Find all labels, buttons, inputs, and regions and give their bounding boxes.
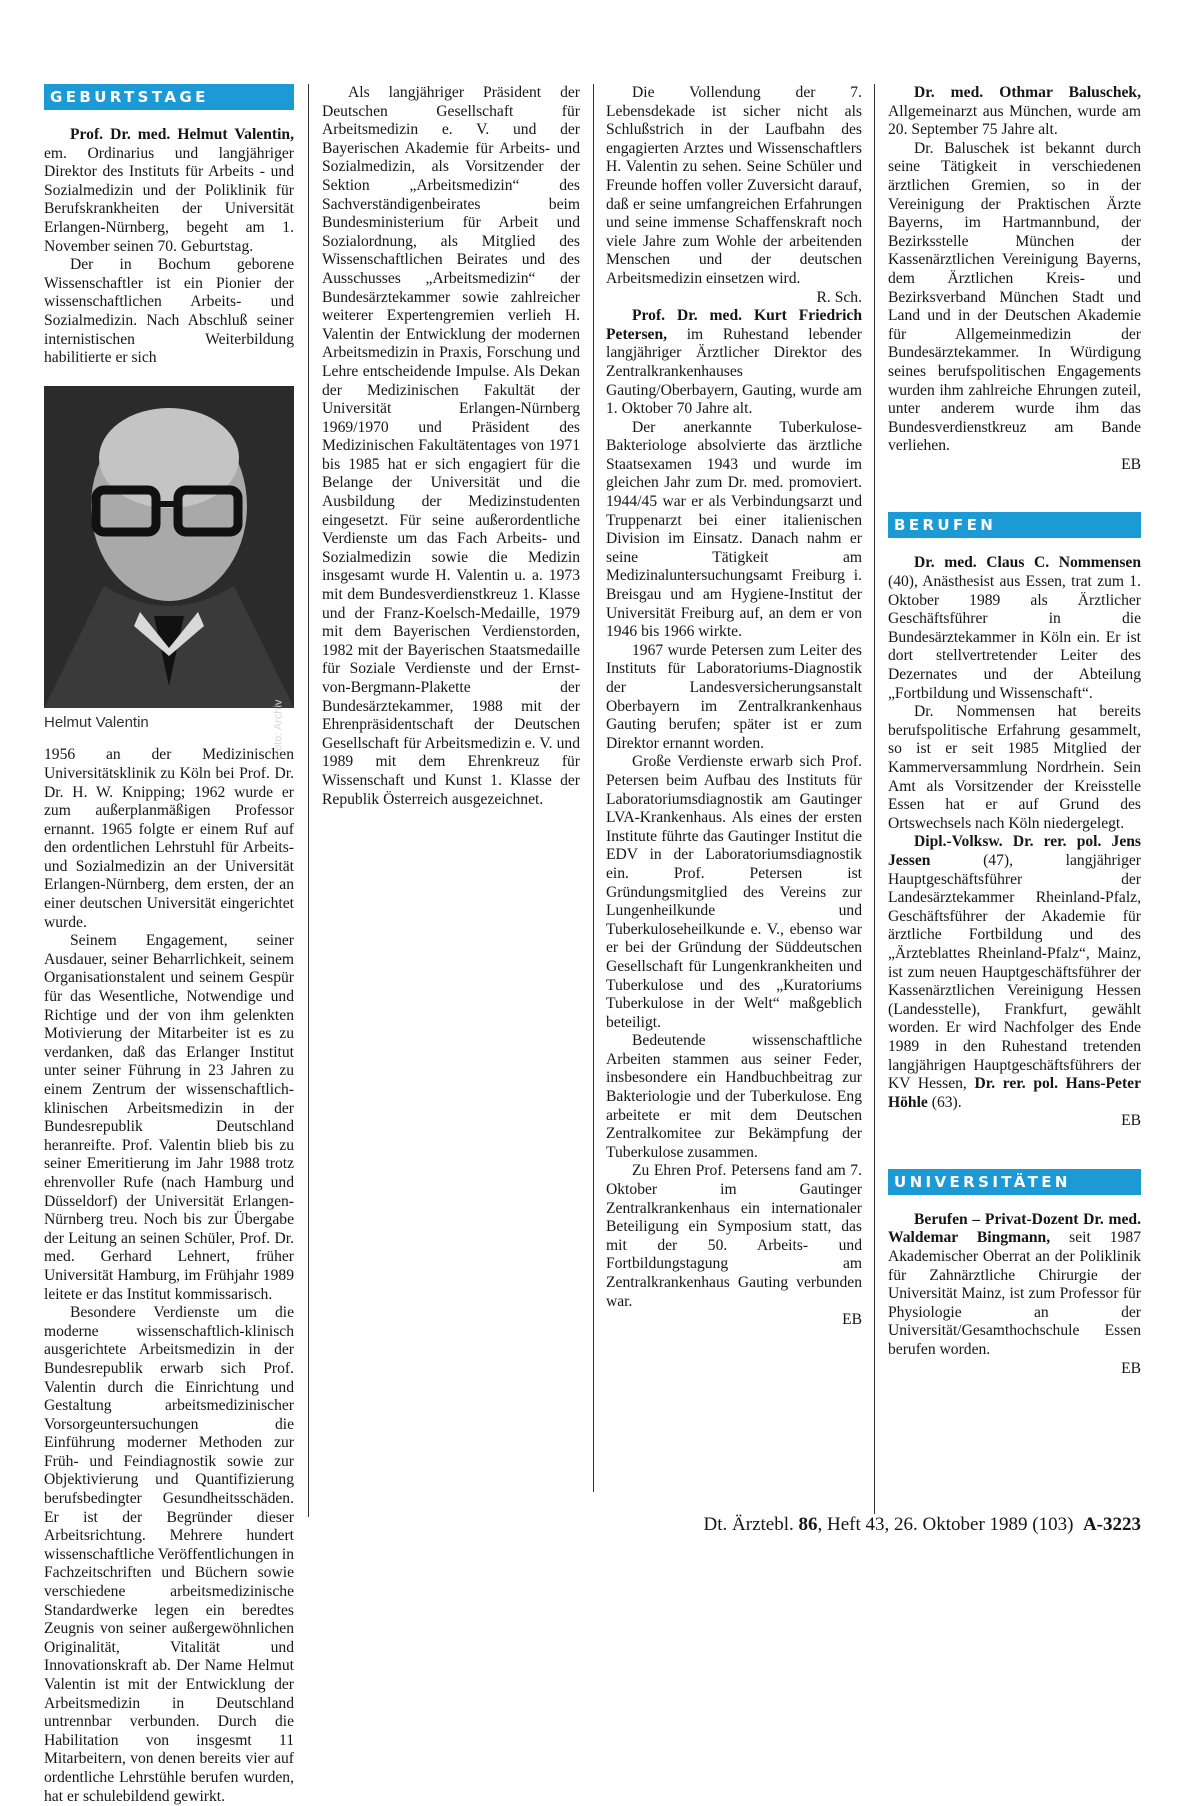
paragraph: Dr. Nommensen hat bereits berufspolitische Erfahrung gesammelt, so ist er seit 1985 Mitglied der Kammerversammlung Nordrhein. Sein Amt als Vorsitzender der Kreisstelle Essen hat er auf Grund des Ortswechsels nach Köln niedergelegt. [888, 703, 1141, 832]
person-name: Dr. rer. pol. Hans-Peter Höhle [888, 1075, 1141, 1111]
photo-credit: Foto: Archiv [272, 699, 285, 758]
petersen-intro [606, 307, 862, 419]
paragraph: Dr. Baluschek ist bekannt durch seine Tätigkeit in verschiedenen ärztlichen Gremien, so in der Vereinigung der Praktischen Ärzte Bayerns, im Hartmannbund, der Bezirksstelle München der Kassenärztlichen Vereinigung Bayerns, dem Ärztlichen Kreis- und Bezirksverband München Stadt und Land und in der Deutschen Akademie für Allgemeinmedizin der Bundesärztekammer. In Würdigung seines berufspolitischen Engagements wurden ihm zahlreiche Ehrungen zuteil, unter anderem wurde ihm das Bundesverdienstkreuz am Bande verliehen. [888, 139, 1141, 455]
journal-volume: 86 [798, 1514, 818, 1535]
author-signature: EB [1121, 1359, 1141, 1377]
paragraph: Besondere Verdienste um die moderne wissenschaftlich-klinisch ausgerichtete Arbeitsmedizin in der Bundesrepublik erwarb sich Prof. Valentin durch die Einrichtung und Gestaltung arbeitsmedizinischer Vorsorgeuntersuchungen die Einführung moderner Methoden zur Früh- und Feindiagnostik sowie zur Objektivierung und Quantifizierung berufsbedingter Gesundheitsschäden. Er ist der Begründer dieser Arbeitsrichtung. Mehrere hundert wissenschaftliche Veröffentlichungen in Fachzeitschriften und Büchern sowie verschiedene arbeitsmedizinische Standardwerke legen ein beredtes Zeugnis von seiner außergewöhnlichen Originalität, Vitalität und Innovationskraft ab. Der Name Helmut Valentin ist mit der Entwicklung der Arbeitsmedizin in Deutschland untrennbar verbunden. Durch die Habilitation von insgesmt 11 Mitarbeitern, von denen bereits vier auf ordentliche Lehrstühle berufen wurden, hat er schulebildend gewirkt. [44, 1304, 294, 1805]
rubric-universitaeten: UNIVERSITÄTEN [888, 1169, 1141, 1195]
author-signature: R. Sch. [816, 288, 862, 306]
person-name: Prof. Dr. med. Kurt Friedrich Petersen, [606, 307, 862, 343]
author-signature: EB [842, 1311, 862, 1329]
paragraph-text: seit 1987 Akademischer Oberrat an der Poliklinik für Zahnärztliche Chirurgie der Universität Mainz, ist zum Professor für Physiologie an der Universität/Gesamthochschule Essen berufen worden. [888, 1229, 1141, 1359]
author-signature: EB [1121, 1112, 1141, 1130]
paragraph-text: Allgemeinarzt aus München, wurde am 20. September 75 Jahre alt. [888, 102, 1141, 139]
page-footer [606, 1514, 1141, 1536]
jessen-intro [888, 833, 1141, 1112]
rubric-geburtstage: GEBURTSTAGE [44, 84, 294, 110]
paragraph: Große Verdienste erwarb sich Prof. Petersen beim Aufbau des Instituts für Laboratoriumsdiagnostik am Gautinger LVA-Krankenhaus. Als eines der ersten Institute führte das Gautinger Institut die EDV in der Laboratoriumsdiagnostik ein. Prof. Petersen ist Gründungsmitglied des Vereins zur Lungenheilkunde und Tuberkuloseheilkunde e. V., ebenso war er bei der Gründung der Süddeutschen Gesellschaft für Lungenkrankheiten und Tuberkulose und des „Kuratoriums Tuberkulose in der Welt“ maßgeblich beteiligt. [606, 753, 862, 1031]
paragraph-text: (40), Anästhesist aus Essen, trat zum 1. Oktober 1989 als Ärztlicher Geschäftsführer in die Bundesärztekammer in Köln ein. Er ist dort stellvertretender Leiter des Dezernates und der Abteilung „Fortbildung und Wissenschaft“. [888, 573, 1141, 702]
paragraph: 1956 an der Medizinischen Universitätsklinik zu Köln bei Prof. Dr. Dr. H. W. Knipping; 1962 wurde er zum außerplanmäßigen Professor ernannt. 1965 folgte er einem Ruf auf den ordentlichen Lehrstuhl für Arbeits- und Sozialmedizin an der Universität Erlangen-Nürnberg, dem ersten, der an einer deutschen Universität eingerichtet wurde. [44, 746, 294, 931]
portrait-illustration [44, 386, 294, 708]
journal-name: Dt. Ärztebl. [703, 1514, 794, 1535]
paragraph: Seinem Engagement, seiner Ausdauer, seiner Beharrlichkeit, seinem Organisationstalent und seinem Gespür für das Wesentliche, Notwendige und Richtige und der von ihm gelenkten Motivierung der Mitarbeiter ist es zu verdanken, daß das Erlanger Institut unter seiner Führung in 23 Jahren zu einem Zentrum der wissenschaftlich-klinischen Arbeitsmedizin in der Bundesrepublik Deutschland heranreifte. Prof. Valentin blieb bis zu seiner Emeritierung im Jahr 1988 trotz ehrenvoller Rufe (nach Hamburg und Düsseldorf) der Universität Erlangen-Nürnberg treu. Noch bis zur Übergabe der Leitung an seinen Schüler, Prof. Dr. med. Gerhard Lehnert, früher Universität Hamburg, im Frühjahr 1989 leitete er das Institut kommissarisch. [44, 932, 294, 1303]
paragraph-text: im Ruhestand lebender langjähriger Ärztlicher Direktor des Zentralkrankenhauses Gauting/Oberbayern, Gauting, wurde am 1. Oktober 70 Jahre alt. [606, 325, 862, 418]
paragraph: Der in Bochum geborene Wissenschaftler ist ein Pionier der wissenschaftlichen Arbeits- und Sozialmedizin. Nach Abschluß seiner internistischen Weiterbildung habilitierte er sich [44, 256, 294, 367]
person-name: Dr. med. Othmar Baluschek, [914, 84, 1141, 101]
paragraph-text: em. Ordinarius und langjähriger Direktor des Instituts für Arbeits - und Sozialmedizin und der Poliklinik für Berufskrankheiten der Universität Erlangen-Nürnberg, begeht am 1. November seinen 70. Geburtstag. [44, 144, 294, 255]
paragraph: Der anerkannte Tuberkulose-Bakteriologe absolvierte das ärztliche Staatsexamen 1943 und wurde im gleichen Jahr zum Dr. med. promoviert. 1944/45 war er als Verbindungsarzt und Truppenarzt bei einer italienischen Division im Einsatz. Danach nahm er seine Tätigkeit am Medizinaluntersuchungsamt Freiburg i. Breisgau und am Hygiene-Institut der Universität Freiburg auf, an dem er von 1946 bis 1966 wirkte. [606, 418, 862, 641]
paragraph: Bedeutende wissenschaftliche Arbeiten stammen aus seiner Feder, insbesondere ein Handbuchbeitrag zur Bakteriologie und der Tuberkulose. Eng arbeitete er mit dem Deutschen Zentralkomitee zur Bekämpfung der Tuberkulose zusammen. [606, 1032, 862, 1161]
nommensen-intro [888, 554, 1141, 703]
valentin-intro [44, 126, 294, 256]
column-rule [874, 84, 875, 1514]
paragraph-text: (63). [931, 1093, 962, 1111]
paragraph: Die Vollendung der 7. Lebensdekade ist sicher nicht als Schlußstrich in der Laufbahn des engagierten Arztes und Wissenschaftlers H. Valentin zu sehen. Seine Schüler und Freunde hoffen voller Zuversicht darauf, daß er seine umfangreichen Erfahrungen und seine immense Schaffenskraft noch viele Jahre zum Wohle der arbeitenden Menschen und der deutschen Arbeitsmedizin einsetzen wird. [606, 84, 862, 287]
column-2 [322, 84, 580, 809]
bingmann-intro [888, 1211, 1141, 1360]
photo-caption: Helmut Valentin [44, 713, 149, 731]
paragraph-text: (47), langjähriger Hauptgeschäftsführer der Landesärztekammer Rheinland-Pfalz, Geschäftsführer der Akademie für ärztliche Fortbildung und des „Ärzteblattes Rheinland-Pfalz“, Mainz, ist zum neuen Hauptgeschäftsführer der Kassenärztlichen Vereinigung Hessen (Landesstelle), Frankfurt, gewählt worden. Er wird Nachfolger des Ende 1989 in den Ruhestand tretenden langjährigen Hauptgeschäftsführers der KV Hessen, [888, 851, 1141, 1093]
column-4 [888, 84, 1141, 1378]
author-signature: EB [1121, 455, 1141, 473]
column-3 [606, 84, 862, 1330]
person-name: Berufen – Privat-Dozent Dr. med. Waldemar Bingmann, [888, 1210, 1141, 1247]
page-number: A-3223 [1082, 1514, 1141, 1535]
paragraph: Zu Ehren Prof. Petersens fand am 7. Oktober im Gautinger Zentralkrankenhaus ein internationaler Beteiligung ein Symposium statt, das mit der 50. Arbeits- und Fortbildungstagung am Zentralkrankenhaus Gauting verbunden war. [606, 1162, 862, 1310]
column-rule [593, 84, 594, 1492]
paragraph: Als langjähriger Präsident der Deutschen Gesellschaft für Arbeitsmedizin e. V. und der Bayerischen Akademie für Arbeits- und Sozialmedizin, als Vorsitzender der Sektion „Arbeitsmedizin“ des Sachverständigenbeirates beim Bundesministerium für Arbeit und Sozialordnung, als Mitglied des Wissenschaftlichen Beirates und des Ausschusses „Arbeitsmedizin“ der Bundesärztekammer sowie zahlreicher weiterer Expertengremien verlieh H. Valentin der Entwicklung der modernen Arbeitsmedizin in Praxis, Forschung und Lehre entscheidende Impulse. Als Dekan der Medizinischen Fakultät der Universität Erlangen-Nürnberg 1969/1970 und Präsident des Medizinischen Fakultätentages von 1971 bis 1985 hat er sich engagiert für die Belange der Universität und die Ausbildung der Medizinstudenten eingesetzt. Für seine außerordentliche Verdienste um das Fach Arbeits- und Sozialmedizin sowie die Medizin insgesamt wurde H. Valentin u. a. 1973 mit dem Bundesverdienstkreuz 1. Klasse und der Franz-Koelsch-Medaille, 1979 mit dem Bayerischen Verdienstorden, 1982 mit der Bayerischen Staatsmedaille für Soziale Verdienste und der Ernst-von-Bergmann-Plakette der Bundesärztekammer, 1988 mit der Ehrenpräsidentschaft der Deutschen Gesellschaft für Arbeitsmedizin e. V. und 1989 mit dem Ehrenkreuz für Wissenschaft und Kunst 1. Klasse der Republik Österreich ausgezeichnet. [322, 84, 580, 808]
person-name: Dr. med. Claus C. Nommensen [914, 554, 1141, 572]
column-rule [308, 84, 309, 1517]
issue-info: , Heft 43, 26. Oktober 1989 (103) [817, 1514, 1074, 1535]
person-name: Prof. Dr. med. Helmut Valentin, [70, 126, 294, 143]
rubric-berufen: BERUFEN [888, 512, 1141, 538]
column-1 [44, 84, 294, 1806]
person-name: Dipl.-Volksw. Dr. rer. pol. Jens Jessen [888, 833, 1141, 869]
baluschek-intro [888, 84, 1141, 140]
paragraph: 1967 wurde Petersen zum Leiter des Instituts für Laboratoriums-Diagnostik der Landesversicherungsanstalt Oberbayern im Zentralkrankenhaus Gauting berufen; später ist er zum Direktor ernannt worden. [606, 641, 862, 752]
